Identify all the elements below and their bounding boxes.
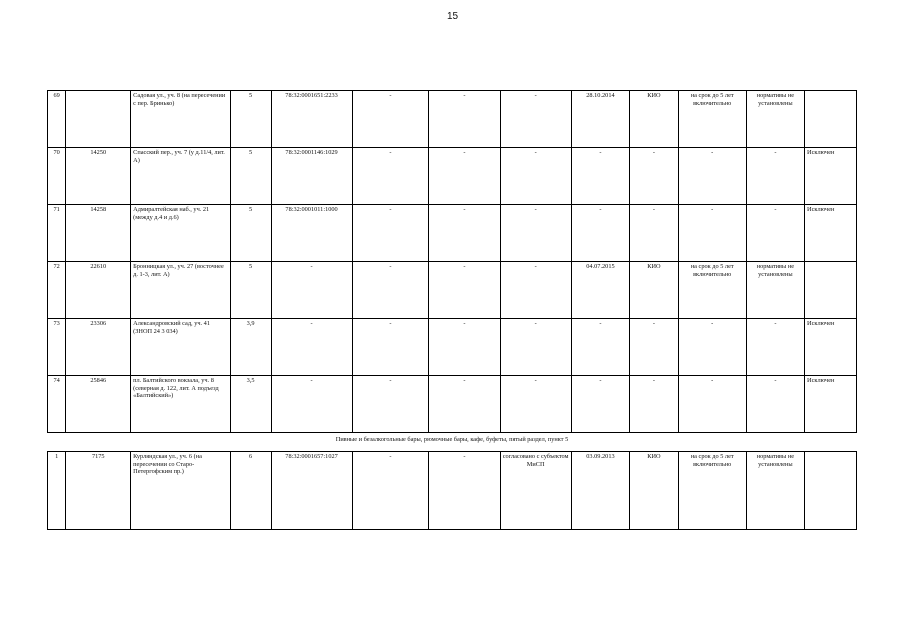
cell-id: 14250 bbox=[66, 148, 131, 205]
cell-note bbox=[805, 91, 857, 148]
cell-c5: - bbox=[352, 148, 429, 205]
cell-c7: - bbox=[500, 262, 571, 319]
cell-c7: - bbox=[500, 205, 571, 262]
cell-id bbox=[66, 91, 131, 148]
cell-num: 70 bbox=[48, 148, 66, 205]
table-row bbox=[48, 319, 857, 376]
cell-num: 1 bbox=[48, 452, 66, 530]
cell-c5: - bbox=[352, 205, 429, 262]
cell-c6: - bbox=[429, 91, 500, 148]
cell-norms: нормативы не установлены bbox=[746, 91, 804, 148]
cell-term: на срок до 5 лет включительно bbox=[678, 452, 746, 530]
cell-term: - bbox=[678, 319, 746, 376]
cell-org: - bbox=[630, 148, 679, 205]
cell-id: 25846 bbox=[66, 376, 131, 433]
cell-cadastral: - bbox=[271, 262, 352, 319]
cell-c5: - bbox=[352, 262, 429, 319]
cell-c7: - bbox=[500, 91, 571, 148]
cell-c7: - bbox=[500, 319, 571, 376]
cell-c7: - bbox=[500, 148, 571, 205]
cell-cadastral: 78:32:0001651:2233 bbox=[271, 91, 352, 148]
cell-address: Курляндская ул., уч. 6 (на пересечении со Старо-Петергофским пр.) bbox=[131, 452, 230, 530]
cell-norms: - bbox=[746, 205, 804, 262]
cell-num: 71 bbox=[48, 205, 66, 262]
cell-note: Исключен bbox=[805, 376, 857, 433]
cell-area: 5 bbox=[230, 205, 271, 262]
cell-id: 14258 bbox=[66, 205, 131, 262]
page-number: 15 bbox=[446, 11, 459, 22]
cell-date: 03.09.2013 bbox=[571, 452, 629, 530]
cell-norms: - bbox=[746, 319, 804, 376]
cell-id: 22610 bbox=[66, 262, 131, 319]
cell-date: - bbox=[571, 319, 629, 376]
cell-org: - bbox=[630, 319, 679, 376]
cell-num: 72 bbox=[48, 262, 66, 319]
cell-date: 04.07.2015 bbox=[571, 262, 629, 319]
cell-term: - bbox=[678, 205, 746, 262]
cell-num: 69 bbox=[48, 91, 66, 148]
table-row bbox=[48, 452, 857, 530]
cell-cadastral: - bbox=[271, 376, 352, 433]
cell-area: 3,5 bbox=[230, 376, 271, 433]
cell-term: - bbox=[678, 376, 746, 433]
table-row bbox=[48, 205, 857, 262]
cell-org: - bbox=[630, 376, 679, 433]
cell-area: 5 bbox=[230, 91, 271, 148]
cell-date: 28.10.2014 bbox=[571, 91, 629, 148]
cell-note bbox=[805, 452, 857, 530]
cell-term: на срок до 5 лет включительно bbox=[678, 91, 746, 148]
cell-address: Александровский сад, уч. 41 (ЗНОП 24 3 034) bbox=[131, 319, 230, 376]
cell-c7: согласовано с субъектом МиСП bbox=[500, 452, 571, 530]
cell-c5: - bbox=[352, 91, 429, 148]
table-row bbox=[48, 376, 857, 433]
cell-norms: - bbox=[746, 148, 804, 205]
cell-address: Садовая ул., уч. 8 (на пересечении с пер. Бринько) bbox=[131, 91, 230, 148]
cell-c6: - bbox=[429, 319, 500, 376]
cell-cadastral: 78:32:0001146:1029 bbox=[271, 148, 352, 205]
cell-org: КИО bbox=[630, 91, 679, 148]
cell-area: 6 bbox=[230, 452, 271, 530]
cell-c5: - bbox=[352, 452, 429, 530]
cell-norms: - bbox=[746, 376, 804, 433]
allocation-table bbox=[47, 90, 857, 433]
cell-date: - bbox=[571, 376, 629, 433]
cell-c6: - bbox=[429, 262, 500, 319]
cell-date: - bbox=[571, 148, 629, 205]
cell-date: - bbox=[571, 205, 629, 262]
cell-area: 5 bbox=[230, 262, 271, 319]
cell-c5: - bbox=[352, 376, 429, 433]
cell-area: 3,9 bbox=[230, 319, 271, 376]
cell-address: Спасский пер., уч. 7 (у д.11/4, лит. А) bbox=[131, 148, 230, 205]
cell-org: - bbox=[630, 205, 679, 262]
cell-note bbox=[805, 262, 857, 319]
cell-cadastral: - bbox=[271, 319, 352, 376]
cell-cadastral: 78:32:0001657:1027 bbox=[271, 452, 352, 530]
cell-num: 73 bbox=[48, 319, 66, 376]
allocation-table-section bbox=[47, 451, 857, 530]
cell-note: Исключен bbox=[805, 319, 857, 376]
cell-area: 5 bbox=[230, 148, 271, 205]
cell-c7: - bbox=[500, 376, 571, 433]
cell-note: Исключен bbox=[805, 205, 857, 262]
cell-org: КИО bbox=[630, 262, 679, 319]
table-row bbox=[48, 262, 857, 319]
cell-address: Адмиралтейская наб., уч. 21 (между д.4 и д.6) bbox=[131, 205, 230, 262]
cell-norms: нормативы не установлены bbox=[746, 452, 804, 530]
cell-note: Исключен bbox=[805, 148, 857, 205]
table-row bbox=[48, 91, 857, 148]
cell-term: - bbox=[678, 148, 746, 205]
cell-org: КИО bbox=[630, 452, 679, 530]
cell-c6: - bbox=[429, 452, 500, 530]
cell-num: 74 bbox=[48, 376, 66, 433]
cell-c6: - bbox=[429, 148, 500, 205]
cell-address: Бронницкая ул., уч. 27 (восточнее д. 1-3, лит. А) bbox=[131, 262, 230, 319]
cell-norms: нормативы не установлены bbox=[746, 262, 804, 319]
cell-c6: - bbox=[429, 376, 500, 433]
cell-id: 23306 bbox=[66, 319, 131, 376]
cell-cadastral: 78:32:0001011:1000 bbox=[271, 205, 352, 262]
section-caption: Пивные и безалкогольные бары, рюмочные бары, кафе, буфеты, пятый раздел, пункт 5 bbox=[335, 436, 569, 443]
cell-c5: - bbox=[352, 319, 429, 376]
table-row bbox=[48, 148, 857, 205]
cell-term: на срок до 5 лет включительно bbox=[678, 262, 746, 319]
cell-address: пл. Балтийского вокзала, уч. 8 (северная д. 122, лит. А подъезд «Балтийский») bbox=[131, 376, 230, 433]
cell-id: 7175 bbox=[66, 452, 131, 530]
cell-c6: - bbox=[429, 205, 500, 262]
